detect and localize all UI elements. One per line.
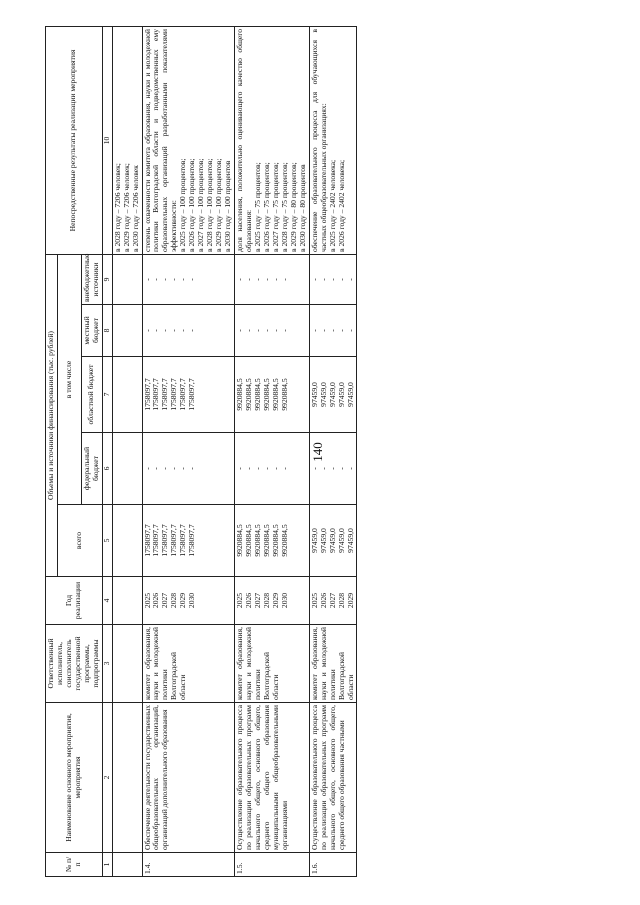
regional-cell: [309, 357, 357, 433]
regional-value: 1758097,7: [169, 378, 179, 411]
page-number: 140: [310, 442, 325, 462]
federal-value: -: [151, 467, 161, 470]
result-line: в 2025 году – 2402 человека;: [327, 159, 337, 252]
total-value: 1758097,7: [160, 524, 170, 557]
year-value: 2029: [178, 592, 188, 609]
local-value: -: [178, 329, 188, 332]
regional-value: 97459,0: [309, 382, 319, 407]
column-number: 6: [102, 433, 112, 505]
header-federal: федеральный бюджет: [81, 433, 102, 505]
federal-cell: [142, 433, 235, 505]
year-value: 2027: [252, 592, 262, 609]
result-line: в 2028 году – 7206 человек;: [112, 163, 122, 252]
local-value: -: [160, 329, 170, 332]
table-row: [309, 27, 357, 877]
regional-value: 9920884,5: [279, 378, 289, 411]
rotated-page-content: [45, 27, 595, 877]
local-value: -: [142, 329, 152, 332]
offbudget-value: -: [178, 278, 188, 281]
column-number: 1: [102, 853, 112, 877]
local-value: -: [261, 329, 271, 332]
header-name: Наименование основного мероприятия, мероприятия: [46, 703, 103, 853]
offbudget-cell: [309, 255, 357, 305]
header-no: № п/п: [46, 853, 103, 877]
continuation-results: [112, 27, 142, 255]
total-value: 1758097,7: [169, 524, 179, 557]
column-number: 10: [102, 27, 112, 255]
total-value: 9920884,5: [244, 524, 254, 557]
local-value: -: [169, 329, 179, 332]
year-value: 2026: [244, 592, 254, 609]
result-line: обеспечение образовательного процесса для обучающихся в частных общеобразовательных организациях:: [309, 29, 328, 252]
years-cell: [142, 577, 235, 625]
regional-value: 1758097,7: [142, 378, 152, 411]
local-cell: [142, 305, 235, 357]
year-value: 2025: [235, 592, 245, 609]
header-total: всего: [57, 505, 102, 577]
header-local: местный бюджет: [81, 305, 102, 357]
total-value: 1758097,7: [178, 524, 188, 557]
offbudget-value: -: [244, 278, 254, 281]
header-executor: Ответственный исполнитель, соисполнитель государственной программы, подпрограммы: [46, 625, 103, 703]
offbudget-value: -: [187, 278, 197, 281]
column-number: 2: [102, 703, 112, 853]
column-number: 4: [102, 577, 112, 625]
responsible-executor: комитет образования, науки и молодежной политики Волгоградской области: [142, 625, 235, 703]
local-cell: [309, 305, 357, 357]
local-value: -: [151, 329, 161, 332]
offbudget-cell: [235, 255, 310, 305]
federal-value: -: [336, 467, 346, 470]
local-value: -: [309, 329, 319, 332]
total-value: 1758097,7: [142, 524, 152, 557]
result-line: в 2029 году – 7206 человек;: [121, 163, 131, 252]
funding-table: [45, 26, 357, 877]
regional-value: 1758097,7: [178, 378, 188, 411]
result-line: доля населения, положительно оценивающего качество общего образования:: [235, 29, 254, 252]
local-value: -: [270, 329, 280, 332]
year-value: 2030: [187, 592, 197, 609]
years-cell: [235, 577, 310, 625]
federal-value: -: [244, 467, 254, 470]
regional-value: 9920884,5: [235, 378, 245, 411]
header-year: Год реализации: [46, 577, 103, 625]
responsible-executor: комитет образования, науки и молодежной политики Волгоградской области: [309, 625, 357, 703]
header-including: в том числе: [57, 255, 81, 505]
result-line: в 2030 году – 80 процентов: [297, 164, 307, 252]
responsible-executor: комитет образования, науки и молодежной политики Волгоградской области: [235, 625, 310, 703]
offbudget-value: -: [279, 278, 289, 281]
years-cell: [309, 577, 357, 625]
federal-value: -: [345, 467, 355, 470]
federal-value: -: [309, 467, 319, 470]
federal-cell: [235, 433, 310, 505]
table-row: [142, 27, 235, 877]
row-number: 1.5.: [235, 853, 310, 877]
year-value: 2028: [336, 592, 346, 609]
regional-value: 97459,0: [345, 382, 355, 407]
header-results: Непосредственные результаты реализации мероприятия: [46, 27, 103, 255]
regional-value: 9920884,5: [252, 378, 262, 411]
total-value: 97459,0: [345, 528, 355, 553]
federal-value: -: [178, 467, 188, 470]
offbudget-value: -: [252, 278, 262, 281]
regional-value: 1758097,7: [160, 378, 170, 411]
column-number: 5: [102, 505, 112, 577]
offbudget-value: -: [336, 278, 346, 281]
federal-value: -: [261, 467, 271, 470]
result-line: в 2028 году – 75 процентов;: [279, 162, 289, 252]
regional-value: 1758097,7: [151, 378, 161, 411]
local-value: -: [279, 329, 289, 332]
year-value: 2029: [345, 592, 355, 609]
year-value: 2028: [169, 592, 179, 609]
total-value: 1758097,7: [151, 524, 161, 557]
federal-value: -: [235, 467, 245, 470]
offbudget-value: -: [235, 278, 245, 281]
local-value: -: [318, 329, 328, 332]
column-number: 8: [102, 305, 112, 357]
federal-value: -: [187, 467, 197, 470]
offbudget-value: -: [270, 278, 280, 281]
result-line: в 2029 году – 80 процентов;: [288, 162, 298, 252]
local-value: -: [187, 329, 197, 332]
total-value: 9920884,5: [279, 524, 289, 557]
local-value: -: [336, 329, 346, 332]
year-value: 2027: [160, 592, 170, 609]
total-cell: [235, 505, 310, 577]
federal-value: -: [252, 467, 262, 470]
total-value: 9920884,5: [252, 524, 262, 557]
offbudget-value: -: [345, 278, 355, 281]
total-value: 97459,0: [327, 528, 337, 553]
result-line: в 2025 году – 75 процентов;: [252, 162, 262, 252]
year-value: 2025: [142, 592, 152, 609]
year-value: 2026: [151, 592, 161, 609]
column-number: 7: [102, 357, 112, 433]
results-cell: [235, 27, 310, 255]
regional-value: 9920884,5: [261, 378, 271, 411]
year-value: 2027: [327, 592, 337, 609]
result-line: в 2029 году – 100 процентов;: [214, 158, 224, 252]
total-cell: [142, 505, 235, 577]
federal-value: -: [327, 467, 337, 470]
result-line: в 2030 году – 7206 человек: [130, 165, 140, 252]
offbudget-value: -: [151, 278, 161, 281]
local-value: -: [345, 329, 355, 332]
total-value: 97459,0: [336, 528, 346, 553]
total-cell: [309, 505, 357, 577]
offbudget-value: -: [327, 278, 337, 281]
local-value: -: [252, 329, 262, 332]
row-number: 1.6.: [309, 853, 357, 877]
total-value: 97459,0: [309, 528, 319, 553]
federal-value: -: [270, 467, 280, 470]
regional-value: 1758097,7: [187, 378, 197, 411]
federal-value: -: [142, 467, 152, 470]
column-number-row: [102, 27, 112, 877]
federal-value: -: [279, 467, 289, 470]
regional-value: 9920884,5: [244, 378, 254, 411]
year-value: 2025: [309, 592, 319, 609]
result-line: в 2027 году – 75 процентов;: [270, 162, 280, 252]
results-cell: [142, 27, 235, 255]
total-value: 9920884,5: [235, 524, 245, 557]
local-value: -: [244, 329, 254, 332]
federal-value: -: [318, 467, 328, 470]
result-line: в 2030 году – 100 процентов: [223, 160, 233, 252]
activity-name: Обеспечение деятельности государственных общеобразовательных организаций, организаций дополнительного образования: [142, 703, 235, 853]
offbudget-value: -: [318, 278, 328, 281]
local-value: -: [327, 329, 337, 332]
result-line: в 2026 году – 75 процентов;: [261, 162, 271, 252]
offbudget-value: -: [160, 278, 170, 281]
offbudget-value: -: [309, 278, 319, 281]
offbudget-value: -: [142, 278, 152, 281]
regional-value: 9920884,5: [270, 378, 280, 411]
result-line: в 2026 году – 100 процентов;: [187, 158, 197, 252]
total-value: 9920884,5: [270, 524, 280, 557]
results-cell: [309, 27, 357, 255]
federal-cell: [309, 433, 357, 505]
federal-value: -: [160, 467, 170, 470]
year-value: 2026: [318, 592, 328, 609]
result-line: степень охваченности комитета образования, науки и молодежной политики Волгоградской области и подведомственных ему образовательных организаций разработанными показателями эффективности:: [142, 29, 179, 252]
activity-name: Осуществление образовательного процесса по реализации образовательных программ начального общего, основного общего, среднего общего образования муниципальными общеобразовательными организациями: [235, 703, 310, 853]
regional-value: 97459,0: [336, 382, 346, 407]
result-line: в 2025 году – 100 процентов;: [178, 158, 188, 252]
regional-cell: [142, 357, 235, 433]
regional-value: 97459,0: [327, 382, 337, 407]
header-funding: Объемы и источники финансирования (тыс. рублей): [46, 255, 58, 577]
table-row: [235, 27, 310, 877]
regional-cell: [235, 357, 310, 433]
offbudget-value: -: [169, 278, 179, 281]
total-value: 97459,0: [318, 528, 328, 553]
regional-value: 97459,0: [318, 382, 328, 407]
total-value: 9920884,5: [261, 524, 271, 557]
header-offbudget: внебюджетные источники: [81, 255, 102, 305]
result-line: в 2026 году – 2402 человека;: [336, 159, 346, 252]
local-cell: [235, 305, 310, 357]
column-number: 3: [102, 625, 112, 703]
year-value: 2030: [279, 592, 289, 609]
header-regional: областной бюджет: [81, 357, 102, 433]
federal-value: -: [169, 467, 179, 470]
activity-name: Осуществление образовательного процесса по реализации образовательных программ начального общего, основного общего, среднего общего образования частными: [309, 703, 357, 853]
continuation-row: [112, 27, 142, 877]
result-line: в 2028 году – 100 процентов;: [205, 158, 215, 252]
offbudget-cell: [142, 255, 235, 305]
total-value: 1758097,7: [187, 524, 197, 557]
result-line: в 2027 году – 100 процентов;: [196, 158, 206, 252]
year-value: 2029: [270, 592, 280, 609]
row-number: 1.4.: [142, 853, 235, 877]
column-number: 9: [102, 255, 112, 305]
offbudget-value: -: [261, 278, 271, 281]
year-value: 2028: [261, 592, 271, 609]
local-value: -: [235, 329, 245, 332]
